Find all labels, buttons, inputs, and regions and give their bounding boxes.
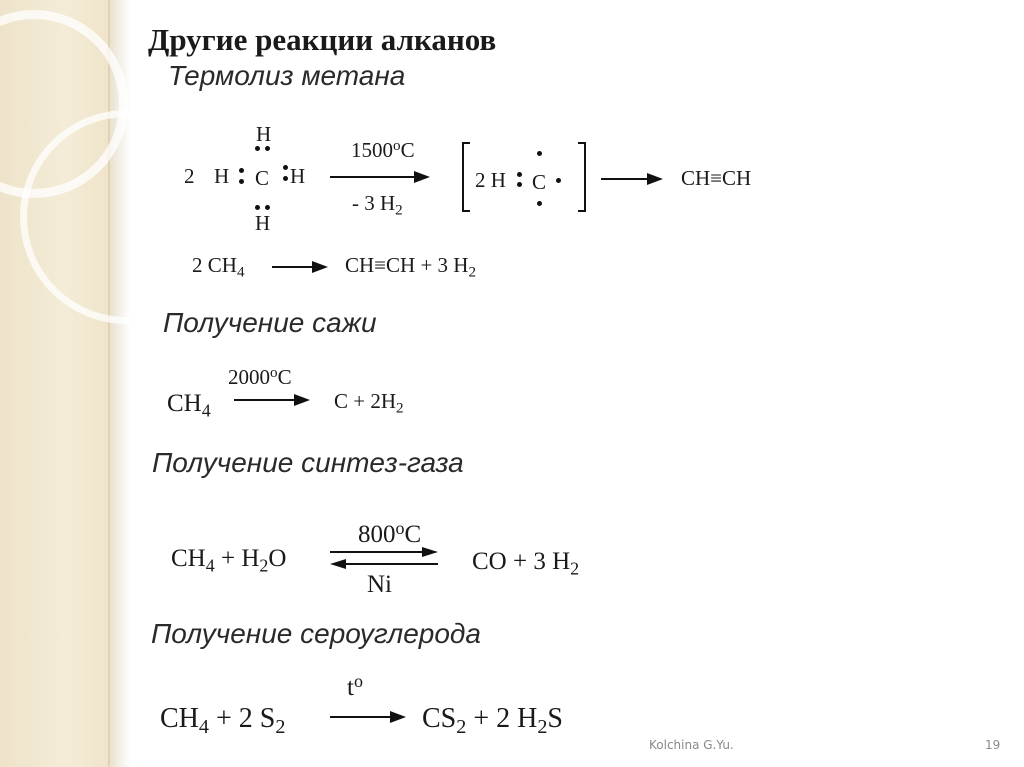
electron-dot <box>537 201 542 206</box>
reaction-arrow <box>601 172 663 186</box>
electron-dot <box>283 176 288 181</box>
bracket-right <box>578 142 586 212</box>
product: $C + 2H_2$ <box>334 389 404 417</box>
electron-dot <box>537 151 542 156</box>
reactant: 2 $CH_4$ <box>192 253 245 281</box>
electron-dot <box>265 205 270 210</box>
products: CO + 3 $H_2$ <box>472 548 580 579</box>
electron-dot <box>283 165 288 170</box>
section-heading-methane-thermolysis: Термолиз метана <box>168 60 406 91</box>
reactants: $CH_4 + 2$ $S_2$ <box>160 703 286 739</box>
condition-temperature: 1500$^o$C <box>351 137 415 162</box>
condition-minus-hydrogen: - 3 $H_2$ <box>352 191 403 219</box>
reactant: $CH_4$ <box>167 390 211 421</box>
decorative-ring <box>20 110 234 324</box>
equilibrium-arrow <box>330 547 438 571</box>
slide-title: Другие реакции алканов <box>148 22 497 57</box>
atom-h-bottom: H <box>255 211 271 235</box>
intermediate-c: C <box>532 170 547 194</box>
electron-dot <box>239 168 244 173</box>
product-acetylene: CH≡CH <box>681 166 752 190</box>
atom-c: C <box>255 166 270 190</box>
section-heading-soot: Получение сажи <box>163 307 377 338</box>
condition-temperature: 2000$^o$C <box>228 364 292 389</box>
catalyst: Ni <box>367 571 392 598</box>
intermediate-h: 2 H <box>475 168 506 192</box>
electron-dot <box>265 146 270 151</box>
coefficient: 2 <box>184 164 195 188</box>
page-number: 19 <box>985 738 1001 752</box>
reaction-arrow <box>234 393 310 407</box>
condition-temperature: $t^o$ <box>347 671 363 702</box>
electron-dot <box>556 178 561 183</box>
section-heading-carbon-disulfide: Получение сероуглерода <box>151 618 481 649</box>
electron-dot <box>517 182 522 187</box>
footer-author: Kolchina G.Yu. <box>649 738 734 752</box>
bracket-left <box>462 142 470 212</box>
products: $CS_2 + 2$ $H_2S$ <box>422 703 563 739</box>
condition-temperature: 800$^o$C <box>358 518 422 549</box>
atom-h-left: H <box>214 164 230 188</box>
atom-h-right: H <box>290 164 306 188</box>
product: CH≡CH + 3 $H_2$ <box>345 253 477 281</box>
electron-dot <box>239 179 244 184</box>
electron-dot <box>255 146 260 151</box>
electron-dot <box>255 205 260 210</box>
section-heading-syngas: Получение синтез-газа <box>152 447 464 478</box>
atom-h-top: H <box>256 122 272 146</box>
reactants: $CH_4 + H_2O$ <box>171 545 287 576</box>
reaction-arrow <box>330 710 406 724</box>
reaction-arrow <box>272 260 328 274</box>
electron-dot <box>517 172 522 177</box>
reaction-arrow <box>330 170 430 184</box>
